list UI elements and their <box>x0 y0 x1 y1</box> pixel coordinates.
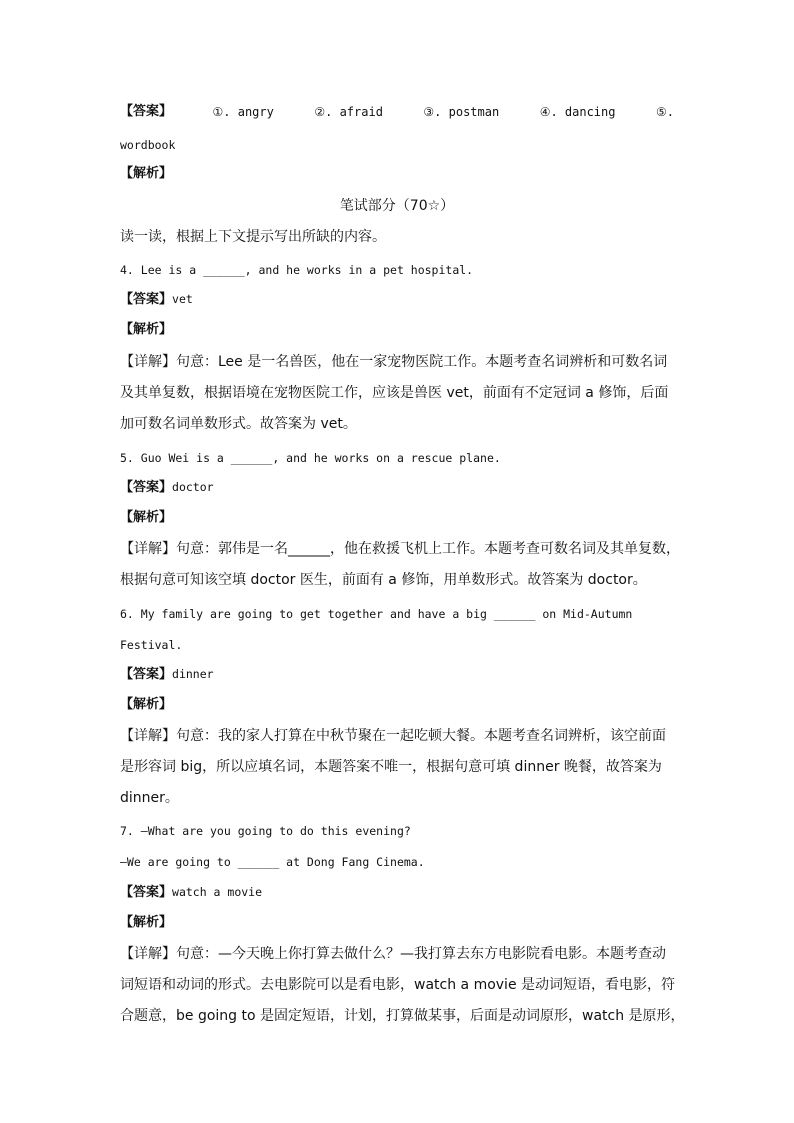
answer-option-5-wrap: wordbook <box>120 138 176 152</box>
analysis-label: 【解析】 <box>120 166 173 181</box>
analysis-label: 【解析】 <box>120 322 173 337</box>
answer-option-3: ③. postman <box>423 105 500 119</box>
q4-detail-line-1: 【详解】句意：Lee 是一名兽医，他在一家宠物医院工作。本题考查名词辨析和可数名词 <box>120 354 668 370</box>
answer-option-1: ①. angry <box>212 105 274 119</box>
q4-answer: vet <box>172 292 193 306</box>
instruction: 读一读，根据上下文提示写出所缺的内容。 <box>120 229 386 245</box>
section-title: 笔试部分（70☆） <box>339 198 455 214</box>
q7-detail-line-1: 【详解】句意：—今天晚上你打算去做什么？—我打算去东方电影院看电影。本题考查动 <box>120 946 666 962</box>
question-7-line-2: —We are going to ______ at Dong Fang Cinema. <box>120 855 425 869</box>
q5-answer: doctor <box>172 480 214 494</box>
answer-option-2: ②. afraid <box>314 105 383 119</box>
question-6-line-2: Festival. <box>120 638 183 652</box>
answer-label: 【答案】 <box>120 104 173 119</box>
answer-option-4: ④. dancing <box>539 105 616 119</box>
q6-answer-line <box>120 664 214 685</box>
analysis-label: 【解析】 <box>120 915 173 930</box>
q4-detail-line-3: 加可数名词单数形式。故答案为 vet。 <box>120 416 357 432</box>
q7-detail-line-3: 合题意，be going to 是固定短语，计划，打算做某事，后面是动词原形，watch 是原形， <box>120 1008 685 1024</box>
q6-answer: dinner <box>172 667 214 681</box>
q6-detail-line-1: 【详解】句意：我的家人打算在中秋节聚在一起吃顿大餐。本题考查名词辨析，该空前面 <box>120 728 666 744</box>
q5-answer-line <box>120 477 214 498</box>
q6-detail-line-2: 是形容词 big，所以应填名词，本题答案不唯一，根据句意可填 dinner 晚餐，故答案为 <box>120 759 662 775</box>
answer-label: 【答案】 <box>120 480 173 495</box>
q4-answer-line <box>120 289 193 310</box>
question-5: 5. Guo Wei is a ______, and he works on a rescue plane. <box>120 451 501 465</box>
answer-option-5: ⑤. <box>655 105 674 119</box>
q6-detail-line-3: dinner。 <box>120 790 179 806</box>
question-4: 4. Lee is a ______, and he works in a pet hospital. <box>120 263 474 277</box>
q4-detail-line-2: 及其单复数，根据语境在宠物医院工作，应该是兽医 vet，前面有不定冠词 a 修饰，后面 <box>120 385 669 401</box>
answer-label: 【答案】 <box>120 667 173 682</box>
q5-detail-line-1: 【详解】句意：郭伟是一名______，他在救援飞机上工作。本题考查可数名词及其单复数， <box>120 541 680 557</box>
analysis-label: 【解析】 <box>120 510 173 525</box>
q7-answer: watch a movie <box>172 885 263 899</box>
question-6-line-1: 6. My family are going to get together and have a big ______ on Mid-Autumn <box>120 607 633 621</box>
q5-detail-line-2: 根据句意可知该空填 doctor 医生，前面有 a 修饰，用单数形式。故答案为 doctor。 <box>120 572 647 588</box>
q7-answer-line <box>120 882 262 903</box>
question-7-line-1: 7. —What are you going to do this evening? <box>120 824 411 838</box>
answer-options-row <box>120 102 674 122</box>
answer-label: 【答案】 <box>120 885 173 900</box>
analysis-label: 【解析】 <box>120 697 173 712</box>
answer-label: 【答案】 <box>120 292 173 307</box>
q7-detail-line-2: 词短语和动词的形式。去电影院可以是看电影，watch a movie 是动词短语，看电影，符 <box>120 977 676 993</box>
